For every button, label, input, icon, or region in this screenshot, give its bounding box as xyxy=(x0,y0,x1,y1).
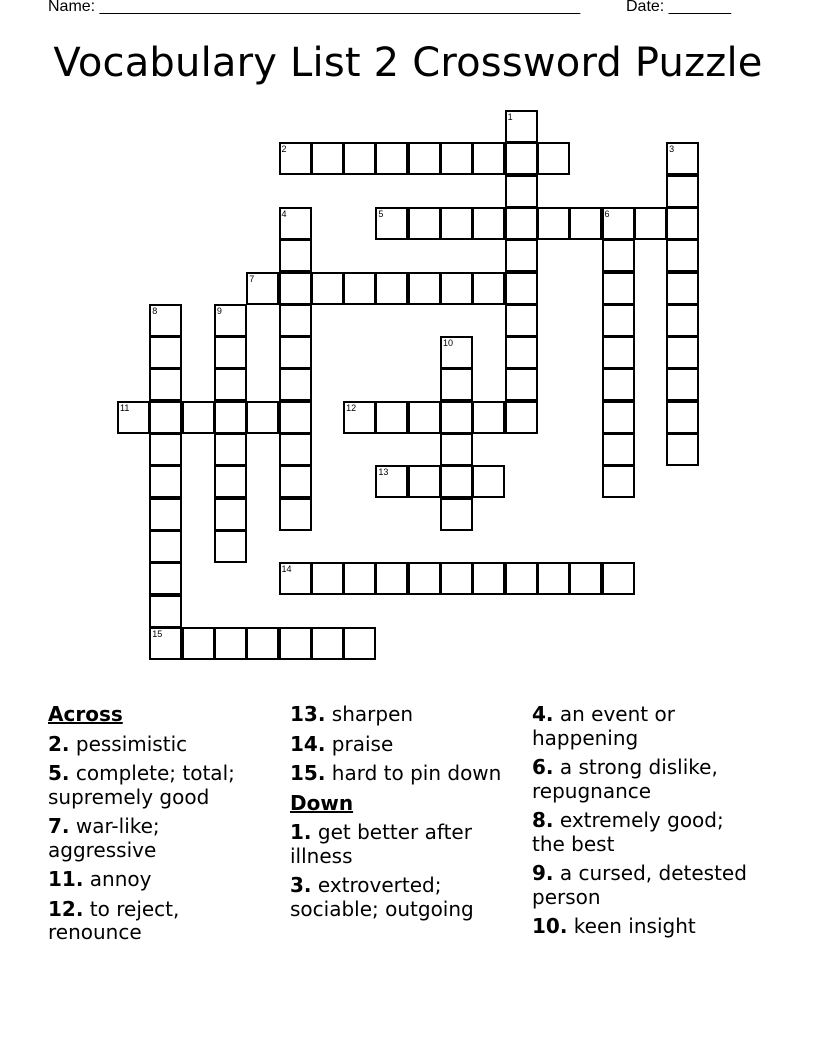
clue-item-number: 13. xyxy=(290,702,326,726)
clue-number: 12 xyxy=(346,402,357,413)
grid-cell[interactable] xyxy=(375,562,408,595)
clue-number: 5 xyxy=(378,208,384,219)
grid-cell[interactable] xyxy=(214,530,247,563)
grid-cell[interactable] xyxy=(602,272,635,305)
date-field-label: Date: _______ xyxy=(626,0,731,15)
grid-cell[interactable] xyxy=(408,207,441,240)
grid-cell[interactable] xyxy=(666,239,699,272)
clue-item-number: 7. xyxy=(48,814,70,838)
clue-item xyxy=(48,733,273,757)
clue-number: 8 xyxy=(152,305,158,316)
grid-cell[interactable] xyxy=(311,142,344,175)
grid-cell[interactable] xyxy=(343,142,376,175)
clue-number: 14 xyxy=(281,564,292,575)
grid-cell[interactable] xyxy=(602,465,635,498)
grid-cell[interactable] xyxy=(440,207,473,240)
grid-cell[interactable] xyxy=(602,433,635,466)
grid-cell[interactable] xyxy=(375,401,408,434)
clue-column-3 xyxy=(532,703,757,945)
clue-item-number: 6. xyxy=(532,755,554,779)
grid-cell[interactable] xyxy=(440,272,473,305)
clue-heading-across: Across xyxy=(48,702,123,726)
clue-item-text: complete; total; supremely good xyxy=(48,761,235,809)
grid-cell[interactable] xyxy=(343,627,376,660)
clue-item-text: praise xyxy=(325,731,394,756)
clue-item-number: 3. xyxy=(290,873,312,897)
clue-item xyxy=(532,703,757,750)
grid-cell[interactable] xyxy=(537,207,570,240)
clue-number: 1 xyxy=(507,112,513,122)
grid-cell[interactable] xyxy=(602,401,635,434)
grid-cell[interactable] xyxy=(375,142,408,175)
grid-cell[interactable] xyxy=(505,175,538,208)
clue-item-text: extroverted; sociable; outgoing xyxy=(290,873,474,921)
grid-cell[interactable] xyxy=(311,627,344,660)
clue-number: 11 xyxy=(120,402,130,413)
clue-item-text: annoy xyxy=(83,867,152,891)
clue-item xyxy=(48,868,273,892)
clue-item-text: war-like; aggressive xyxy=(48,814,160,862)
grid-cell[interactable] xyxy=(602,368,635,401)
grid-cell[interactable] xyxy=(214,433,247,466)
clue-item xyxy=(290,762,515,786)
grid-cell[interactable] xyxy=(666,207,699,240)
clue-number: 6 xyxy=(604,208,610,219)
grid-cell[interactable] xyxy=(214,465,247,498)
clue-item-number: 9. xyxy=(532,861,554,885)
grid-cell[interactable] xyxy=(279,627,312,660)
grid-cell[interactable] xyxy=(537,562,570,595)
clue-column-1 xyxy=(48,703,273,951)
grid-cell[interactable] xyxy=(602,562,635,595)
clue-item xyxy=(48,815,273,862)
clue-item-number: 11. xyxy=(48,867,84,891)
grid-cell[interactable] xyxy=(246,401,279,434)
grid-cell[interactable] xyxy=(149,498,182,531)
clue-item-text: pessimistic xyxy=(69,731,188,756)
clue-number: 3 xyxy=(669,144,675,155)
grid-cell[interactable] xyxy=(149,562,182,595)
grid-cell[interactable] xyxy=(505,142,538,175)
grid-cell[interactable] xyxy=(440,465,473,498)
clue-number: 2 xyxy=(281,144,287,155)
grid-cell[interactable] xyxy=(569,562,602,595)
grid-cell[interactable] xyxy=(149,595,182,628)
grid-cell[interactable] xyxy=(279,433,312,466)
clue-item xyxy=(532,915,757,939)
grid-cell[interactable] xyxy=(505,401,538,434)
grid-cell[interactable] xyxy=(214,368,247,401)
grid-cell[interactable] xyxy=(279,336,312,369)
clue-item-text: to reject, renounce xyxy=(48,896,180,944)
clue-item xyxy=(48,762,273,809)
clue-item-text: keen insight xyxy=(567,914,696,938)
grid-cell[interactable] xyxy=(440,401,473,434)
clue-item-number: 12. xyxy=(48,896,84,921)
grid-cell[interactable] xyxy=(311,272,344,305)
grid-cell[interactable] xyxy=(569,207,602,240)
grid-cell[interactable] xyxy=(279,304,312,337)
grid-cell[interactable] xyxy=(149,368,182,401)
grid-cell[interactable] xyxy=(505,272,538,305)
grid-cell[interactable] xyxy=(279,465,312,498)
clue-item-text: a cursed, detested person xyxy=(532,861,747,909)
grid-cell[interactable] xyxy=(505,207,538,240)
clue-number: 4 xyxy=(281,208,287,219)
clue-number: 9 xyxy=(216,305,222,316)
grid-cell[interactable] xyxy=(666,433,699,466)
grid-cell[interactable] xyxy=(472,401,505,434)
grid-cell[interactable] xyxy=(149,336,182,369)
clue-item xyxy=(48,898,273,945)
name-field-label: Name: ______________________________________________________ xyxy=(48,0,581,15)
grid-cell[interactable] xyxy=(311,562,344,595)
grid-cell[interactable] xyxy=(279,401,312,434)
grid-cell[interactable] xyxy=(666,368,699,401)
grid-cell[interactable] xyxy=(279,239,312,272)
clue-item xyxy=(290,821,515,868)
clue-item xyxy=(290,703,515,727)
grid-cell[interactable] xyxy=(537,142,570,175)
clue-item-number: 8. xyxy=(532,808,554,832)
grid-cell[interactable] xyxy=(666,336,699,369)
clue-number: 7 xyxy=(249,273,255,284)
clue-item-text: sharpen xyxy=(325,702,414,726)
clue-item-number: 14. xyxy=(290,731,326,756)
grid-cell[interactable] xyxy=(472,272,505,305)
grid-cell[interactable] xyxy=(666,175,699,208)
grid-cell[interactable] xyxy=(505,368,538,401)
grid-cell[interactable] xyxy=(279,368,312,401)
clue-item-number: 5. xyxy=(48,761,70,785)
clue-heading-down: Down xyxy=(290,790,354,815)
clue-item xyxy=(532,862,757,909)
grid-cell[interactable] xyxy=(408,401,441,434)
grid-cell[interactable] xyxy=(440,498,473,531)
clue-item xyxy=(290,874,515,921)
grid-cell[interactable] xyxy=(440,142,473,175)
grid-cell[interactable] xyxy=(214,627,247,660)
grid-cell[interactable] xyxy=(505,336,538,369)
grid-cell[interactable] xyxy=(182,627,215,660)
grid-cell[interactable] xyxy=(602,336,635,369)
clue-column-2 xyxy=(290,703,515,927)
grid-cell[interactable] xyxy=(666,304,699,337)
clue-item-text: an event or happening xyxy=(532,702,675,750)
grid-cell[interactable] xyxy=(214,401,247,434)
clue-item-text: a strong dislike, repugnance xyxy=(532,755,718,803)
grid-cell[interactable] xyxy=(602,304,635,337)
grid-cell[interactable] xyxy=(505,562,538,595)
clue-item-text: extremely good; the best xyxy=(532,808,724,856)
clue-item-text: hard to pin down xyxy=(325,761,502,785)
clue-item-number: 2. xyxy=(48,731,70,756)
grid-cell[interactable] xyxy=(343,562,376,595)
clue-item xyxy=(532,809,757,856)
grid-cell[interactable] xyxy=(440,562,473,595)
clue-item xyxy=(290,733,515,757)
grid-cell[interactable] xyxy=(149,530,182,563)
grid-cell[interactable] xyxy=(505,304,538,337)
grid-cell[interactable] xyxy=(279,272,312,305)
grid-cell[interactable] xyxy=(246,627,279,660)
grid-cell[interactable] xyxy=(149,465,182,498)
clue-item xyxy=(532,756,757,803)
grid-cell[interactable] xyxy=(343,272,376,305)
clue-item-text: get better after illness xyxy=(290,820,472,868)
grid-cell[interactable] xyxy=(149,401,182,434)
grid-cell[interactable] xyxy=(472,207,505,240)
grid-cell[interactable] xyxy=(666,272,699,305)
clue-number: 13 xyxy=(378,467,389,478)
grid-cell[interactable] xyxy=(408,142,441,175)
grid-cell[interactable] xyxy=(408,465,441,498)
grid-cell[interactable] xyxy=(408,272,441,305)
grid-cell[interactable] xyxy=(440,433,473,466)
grid-cell[interactable] xyxy=(666,401,699,434)
clue-number: 10 xyxy=(443,338,454,349)
grid-cell[interactable] xyxy=(279,498,312,531)
puzzle-title: Vocabulary List 2 Crossword Puzzle xyxy=(53,40,763,86)
grid-cell[interactable] xyxy=(472,562,505,595)
grid-cell[interactable] xyxy=(472,465,505,498)
clue-number: 15 xyxy=(152,628,163,639)
clue-item-number: 10. xyxy=(532,914,568,938)
grid-cell[interactable] xyxy=(634,207,667,240)
grid-cell[interactable] xyxy=(408,562,441,595)
grid-cell[interactable] xyxy=(214,498,247,531)
grid-cell[interactable] xyxy=(182,401,215,434)
grid-cell[interactable] xyxy=(375,272,408,305)
grid-cell[interactable] xyxy=(214,336,247,369)
grid-cell[interactable] xyxy=(602,239,635,272)
grid-cell[interactable] xyxy=(149,433,182,466)
grid-cell[interactable] xyxy=(505,239,538,272)
grid-cell[interactable] xyxy=(472,142,505,175)
clue-item-number: 15. xyxy=(290,761,326,785)
grid-cell[interactable] xyxy=(440,368,473,401)
clue-item-number: 1. xyxy=(290,820,312,844)
clue-item-number: 4. xyxy=(532,702,554,726)
